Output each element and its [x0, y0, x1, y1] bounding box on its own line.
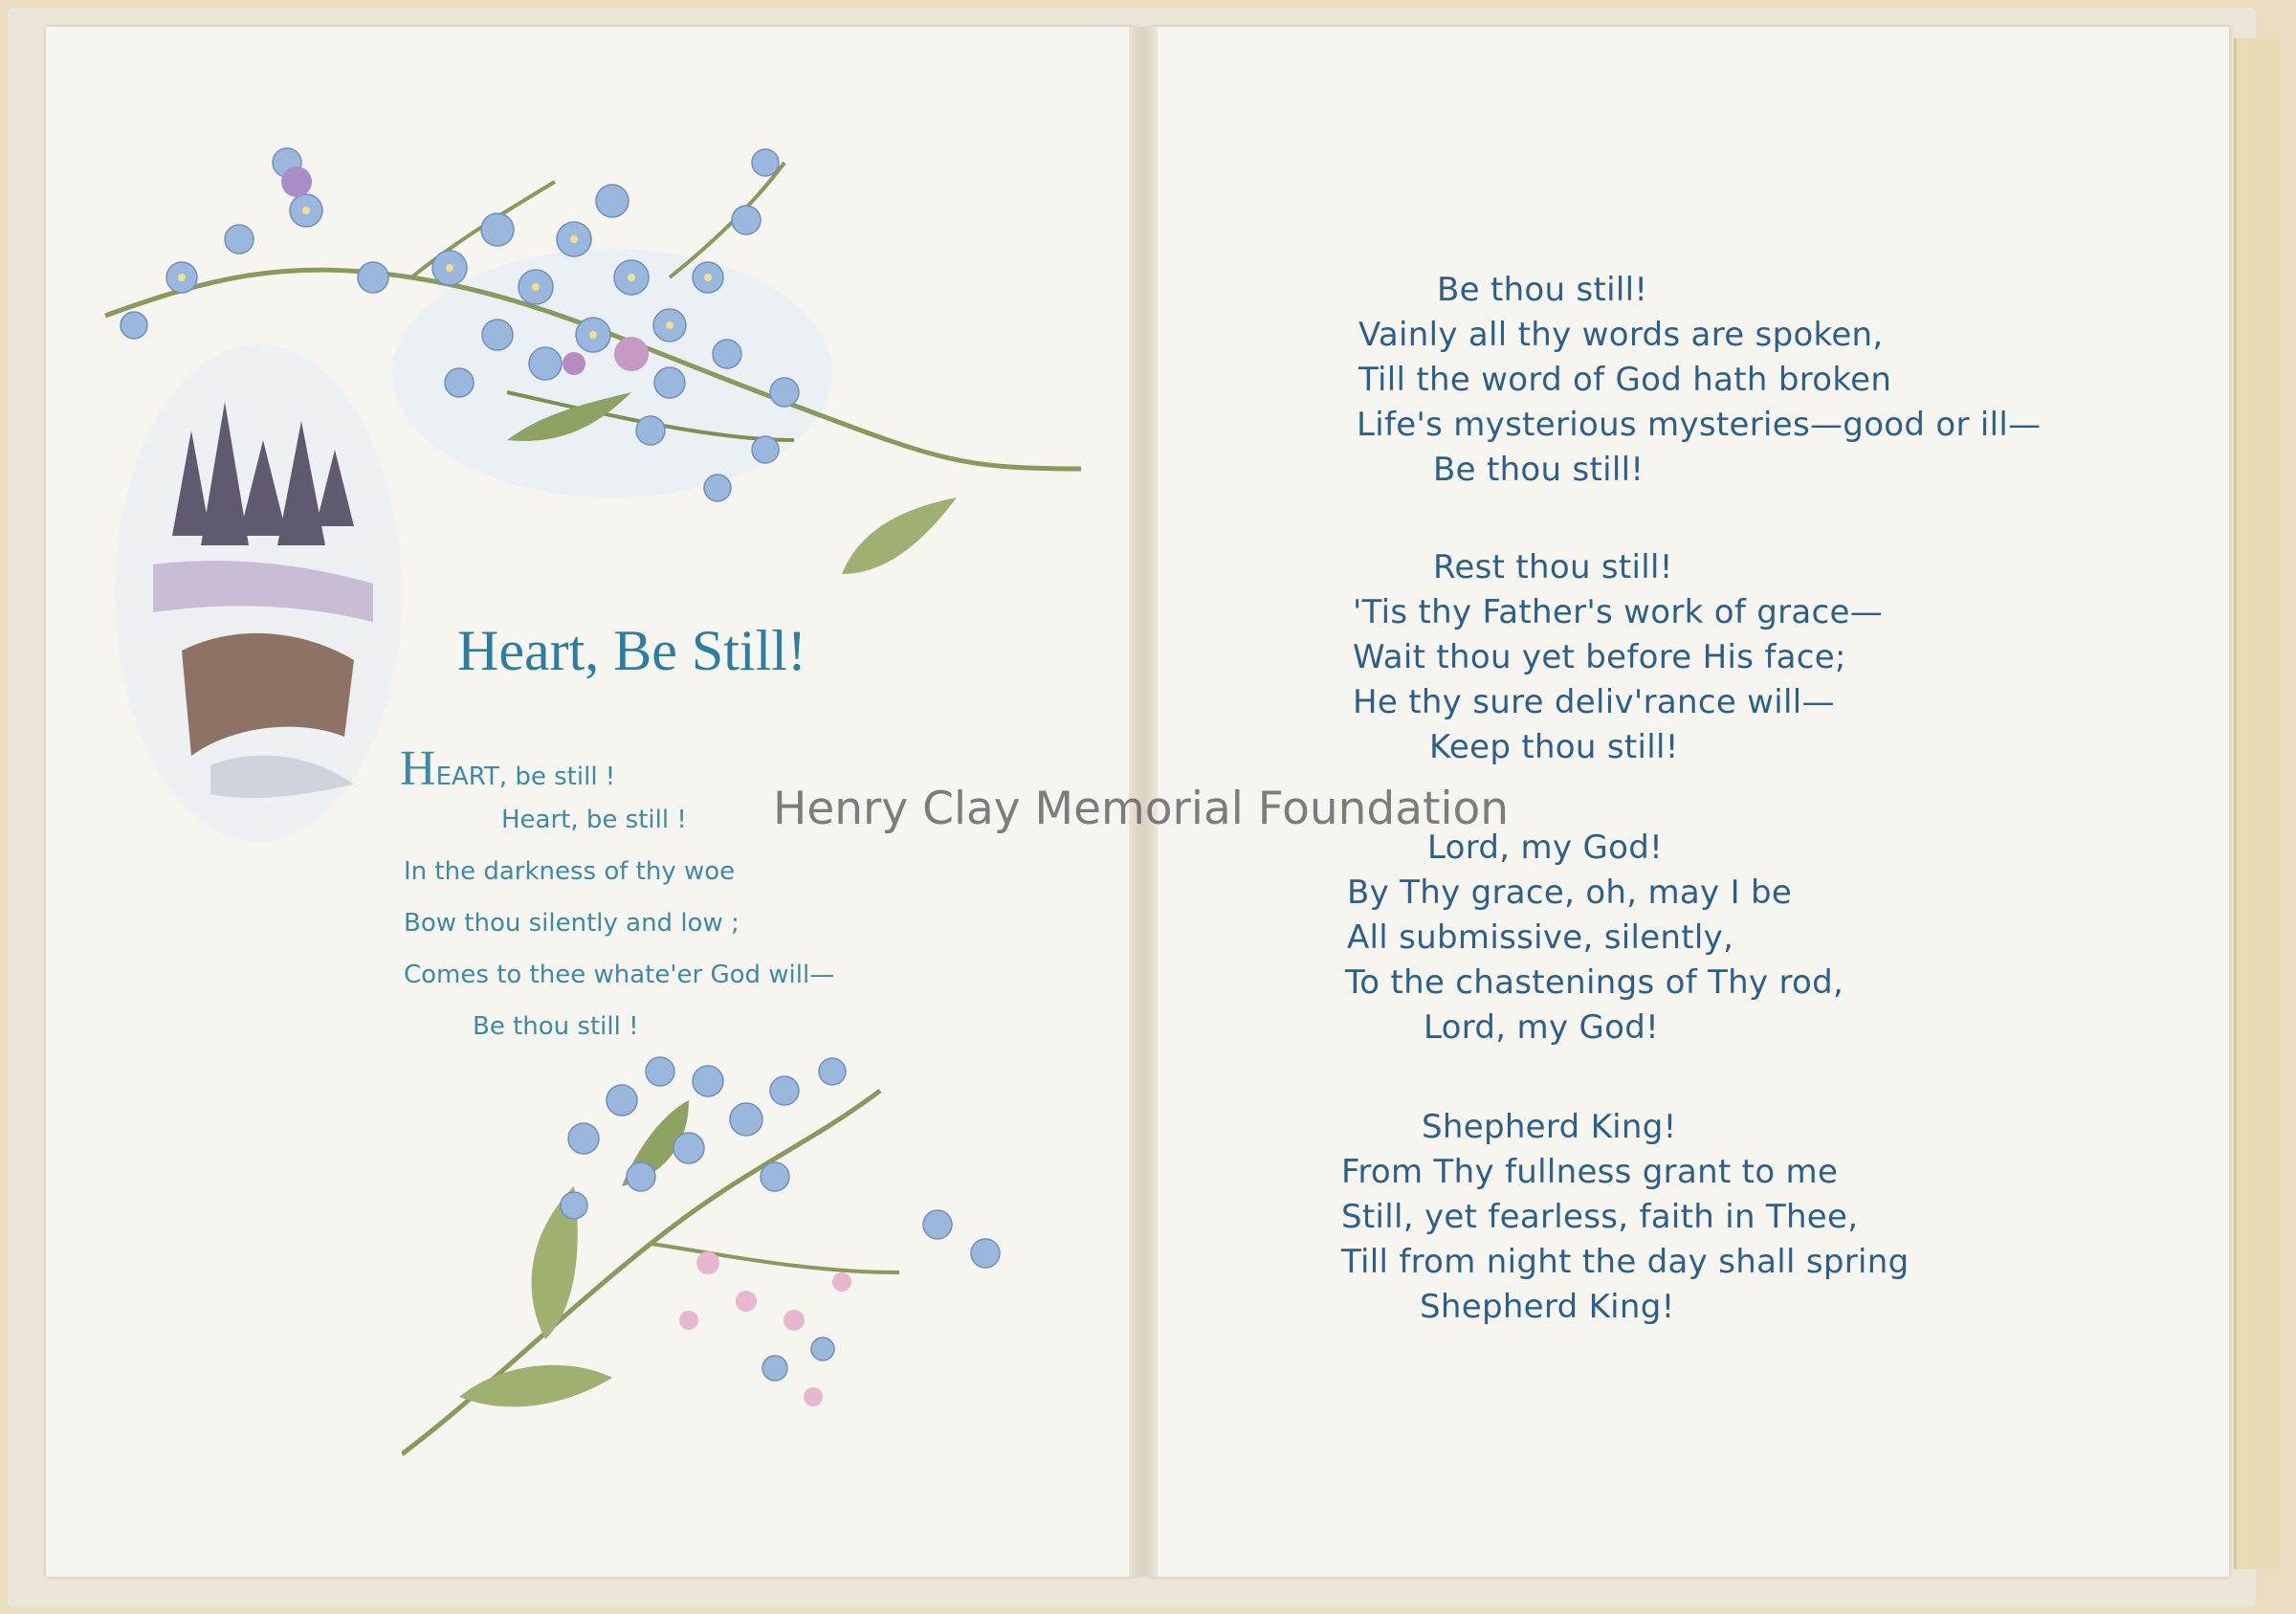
poem-line-3: In the darkness of thy woe — [404, 857, 736, 886]
drop-cap: H — [400, 741, 436, 796]
right-line-7: 'Tis thy Father's work of grace— — [1353, 593, 1884, 631]
right-line-16: Shepherd King! — [1422, 1108, 1677, 1146]
poem-line-6: Be thou still ! — [473, 1012, 639, 1041]
right-line-10: Keep thou still! — [1429, 728, 1679, 766]
right-line-3: Till the word of God hath broken — [1358, 361, 1892, 399]
poem-line-5: Comes to thee whate'er God will— — [404, 961, 835, 989]
poem-title: Heart, Be Still! — [457, 619, 806, 682]
poem-line-1: HEART, be still ! — [400, 741, 616, 796]
poem-line-2: Heart, be still ! — [501, 806, 687, 834]
right-line-17: From Thy fullness grant to me — [1341, 1153, 1839, 1191]
right-line-6: Rest thou still! — [1433, 548, 1673, 586]
right-line-15: Lord, my God! — [1424, 1008, 1660, 1047]
watermark: Henry Clay Memorial Foundation — [773, 783, 1510, 835]
right-line-5: Be thou still! — [1433, 451, 1645, 489]
right-line-19: Till from night the day shall spring — [1341, 1243, 1910, 1281]
right-line-4: Life's mysterious mysteries—good or ill— — [1357, 406, 2042, 444]
right-line-9: He thy sure deliv'rance will— — [1353, 683, 1835, 721]
right-line-2: Vainly all thy words are spoken, — [1358, 316, 1884, 354]
page-edges — [2234, 38, 2280, 1569]
right-line-13: All submissive, silently, — [1347, 918, 1734, 957]
poem-line-4: Bow thou silently and low ; — [404, 909, 740, 938]
winter-landscape-illustration — [115, 335, 430, 871]
right-line-11: Lord, my God! — [1427, 829, 1664, 867]
forget-me-not-bouquet-illustration — [402, 1033, 1033, 1473]
right-line-18: Still, yet fearless, faith in Thee, — [1341, 1198, 1859, 1236]
right-line-8: Wait thou yet before His face; — [1353, 638, 1846, 676]
right-line-20: Shepherd King! — [1420, 1288, 1675, 1326]
right-line-12: By Thy grace, oh, may I be — [1347, 873, 1793, 912]
right-line-14: To the chastenings of Thy rod, — [1345, 963, 1844, 1002]
right-line-1: Be thou still! — [1437, 271, 1648, 309]
